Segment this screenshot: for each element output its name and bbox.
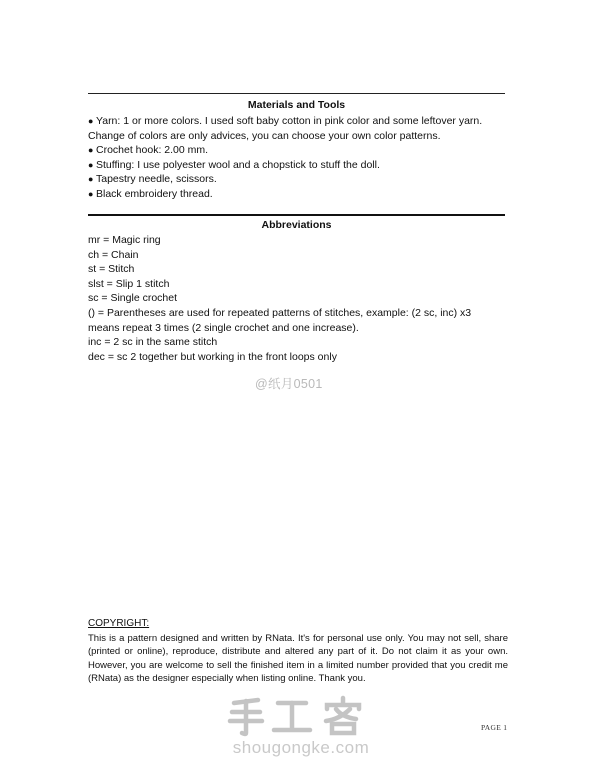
list-item: st = Stitch	[88, 263, 135, 276]
top-divider	[88, 93, 505, 94]
list-item: means repeat 3 times (2 single crochet and one increase).	[88, 321, 359, 334]
copyright-body: This is a pattern designed and written by RNata. It's for personal use only. You may not sell, share (printed or online), reproduce, distribute and altered any part of it. Do not claim it as your own. However, you are welcome to sell the finished item in a limited number provided that you credit me (RNata) as the designer especially when listing online. Thank you.	[88, 632, 508, 685]
list-item: slst = Slip 1 stitch	[88, 277, 170, 290]
list-item: ● Black embroidery thread.	[88, 187, 213, 200]
watermark-text: @纸月0501	[255, 377, 323, 391]
list-item: mr = Magic ring	[88, 234, 161, 246]
bullet-icon: ●	[88, 145, 94, 156]
shougongke-logo-icon	[226, 695, 366, 737]
bullet-icon: ●	[88, 188, 94, 199]
list-item: ● Crochet hook: 2.00 mm.	[88, 144, 209, 157]
list-item: inc = 2 sc in the same stitch	[88, 336, 218, 349]
materials-list	[88, 114, 508, 202]
list-item: ● Stuffing: I use polyester wool and a chopstick to stuff the doll.	[88, 158, 380, 171]
list-item: ● Yarn: 1 or more colors. I used soft baby cotton in pink color and some leftover yarn.	[88, 115, 483, 127]
abbreviations-heading: Abbreviations	[261, 219, 332, 231]
list-item: ● Tapestry needle, scissors.	[88, 173, 217, 186]
copyright-section	[88, 617, 508, 686]
page-number: PAGE 1	[481, 723, 508, 732]
shougongke-logo-text: shougongke.com	[232, 738, 370, 757]
list-item: () = Parentheses are used for repeated patterns of stitches, example: (2 sc, inc) x3	[88, 306, 472, 319]
list-item: dec = sc 2 together but working in the front loops only	[88, 350, 337, 363]
section-divider	[88, 214, 505, 216]
list-item: sc = Single crochet	[88, 292, 178, 305]
list-item: Change of colors are only advices, you can choose your own color patterns.	[88, 129, 441, 142]
bullet-icon: ●	[88, 116, 94, 126]
materials-heading: Materials and Tools	[247, 99, 346, 111]
copyright-title: COPYRIGHT:	[88, 618, 150, 629]
list-item: ch = Chain	[88, 248, 139, 261]
bullet-icon: ●	[88, 159, 94, 170]
bullet-icon: ●	[88, 174, 94, 185]
abbreviations-list	[88, 233, 508, 364]
